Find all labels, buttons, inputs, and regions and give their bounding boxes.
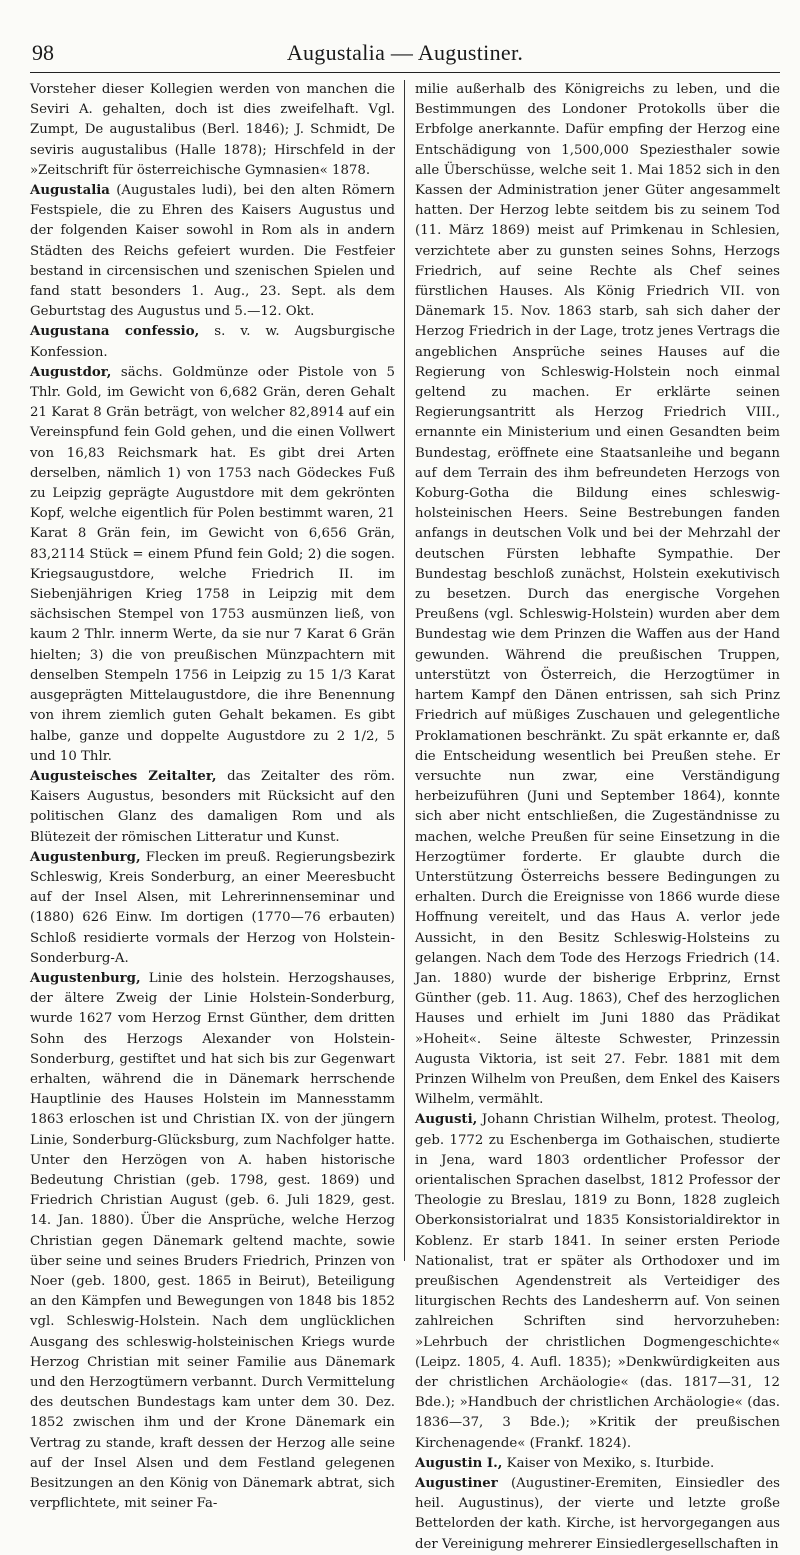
entry-body: Kaiser von Mexiko, s. Iturbide. — [502, 1455, 715, 1471]
dictionary-entry — [415, 1454, 780, 1474]
entry-headword: Augustenburg, — [30, 970, 141, 986]
dictionary-entry — [30, 969, 395, 1514]
dictionary-entry — [415, 80, 780, 1110]
dictionary-entry — [30, 767, 395, 848]
entry-body: milie außerhalb des Königreichs zu leben, und die Bestimmungen des Londoner Protokolls über die Erbfolge anerkannte. Dafür empfing der Herzog eine Entschädigung von 1,500,000 Speziesthaler sowie alle Überschüsse, welche seit 1. Mai 1852 sich in den Kassen der Administration jener Güter angesammelt hatten. Der Herzog lebte seitdem bis zu seinem Tod (11. März 1869) meist auf Primkenau in Schlesien, verzichtete aber zu gunsten seines Sohns, Herzogs Friedrich, auf seine Rechte als Chef seines fürstlichen Hauses. Als König Friedrich VII. von Dänemark 15. Nov. 1863 starb, sah sich daher der Herzog Friedrich in der Lage, trotz jenes Vertrags die angeblichen Ansprüche seines Hauses auf die Regierung von Schleswig-Holstein noch einmal geltend zu machen. Er erklärte seinen Regierungsantritt als Herzog Friedrich VIII., ernannte ein Ministerium und einen Gesandten beim Bundestag, eröffnete eine Staatsanleihe und begann auf dem Terrain des ihm befreundeten Herzogs von Koburg-Gotha die Bildung eines schleswig-holsteinischen Heers. Seine Bestrebungen fanden anfangs in deutschen Volk und bei der Mehrzahl der deutschen Fürsten lebhafte Sympathie. Der Bundestag beschloß zunächst, Holstein exekutivisch zu besetzen. Durch das energische Vorgehen Preußens (vgl. Schleswig-Holstein) wurden aber dem Bundestag wie dem Prinzen die Waffen aus der Hand gewunden. Während die preußischen Truppen, unterstützt von Österreich, die Herzogtümer in hartem Kampf den Dänen entrissen, sah sich Prinz Friedrich auf müßiges Zuschauen und gelegentliche Proklamationen beschränkt. Zu spät erkannte er, daß die Entscheidung wesentlich bei Preußen stehe. Er versuchte nun zwar, eine Verständigung herbeizuführen (Juni und September 1864), konnte sich aber nicht entschließen, die Zugeständnisse zu machen, welche Preußen für seine Einsetzung in die Herzogtümer forderte. Er glaubte durch die Unterstützung Österreichs bessere Bedingungen zu erhalten. Durch die Ereignisse von 1866 wurde diese Hoffnung vereitelt, und das Haus A. verlor jede Aussicht, in den Besitz Schleswig-Holsteins zu gelangen. Nach dem Tode des Herzogs Friedrich (14. Jan. 1880) wurde der bisherige Erbprinz, Ernst Günther (geb. 11. Aug. 1863), Chef des herzoglichen Hauses und erhielt im Juni 1880 das Prädikat »Hoheit«. Seine älteste Schwester, Prinzessin Augusta Viktoria, ist seit 27. Febr. 1881 mit dem Prinzen Wilhelm von Preußen, dem Enkel des Kaisers Wilhelm, vermählt. — [415, 82, 780, 1108]
entry-headword: Augustdor, — [30, 364, 112, 380]
entry-body: sächs. Goldmünze oder Pistole von 5 Thlr. Gold, im Gewicht von 6,682 Grän, deren Gehalt 21 Karat 8 Grän beträgt, von welcher 82,8914 auf ein Vereinspfund fein Gold gehen, und die einen Vollwert von 16,83 Reichsmark hat. Es gibt drei Arten derselben, nämlich 1) von 1753 nach Gödeckes Fuß zu Leipzig geprägte Augustdore mit dem gekrönten Kopf, welche eigentlich für Polen bestimmt waren, 21 Karat 8 Grän fein, im Gewicht von 6,656 Grän, 83,2114 Stück = einem Pfund fein Gold; 2) die sogen. Kriegsaugustdore, welche Friedrich II. im Siebenjährigen Krieg 1758 in Leipzig mit dem sächsischen Stempel von 1753 ausmünzen ließ, von kaum 2 Thlr. innerm Werte, da sie nur 7 Karat 6 Grän hielten; 3) die von preußischen Münzpachtern mit denselben Stempeln 1756 in Leipzig zu 15 1/3 Karat ausgeprägten Mittelaugustdore, die ihre Benennung von ihrem ziemlich guten Gehalt bekamen. Es gibt halbe, ganze und doppelte Augustdore zu 2 1/2, 5 und 10 Thlr. — [30, 364, 395, 764]
entry-headword: Augustin I., — [415, 1455, 503, 1471]
right-column — [405, 80, 780, 1552]
entry-body: Linie des holstein. Herzogshauses, der ältere Zweig der Linie Holstein-Sonderburg, wurde 1627 vom Herzog Ernst Günther, dem dritten Sohn des Herzogs Alexander von Holstein-Sonderburg, gestiftet und hat sich bis zur Gegenwart erhalten, während die in Dänemark herrschende Hauptlinie des Hauses Holstein im Mannesstamm 1863 erloschen ist und Christian IX. von der jüngern Linie, Sonderburg-Glücksburg, zum Nachfolger hatte. Unter den Herzögen von A. haben historische Bedeutung Christian (geb. 1798, gest. 1869) und Friedrich Christian August (geb. 6. Juli 1829, gest. 14. Jan. 1880). Über die Ansprüche, welche Herzog Christian gegen Dänemark geltend machte, sowie über seine und seines Bruders Friedrich, Prinzen von Noer (geb. 1800, gest. 1865 in Beirut), Beteiligung an den Kämpfen und Bewegungen von 1848 bis 1852 vgl. Schleswig-Holstein. Nach dem unglücklichen Ausgang des schleswig-holsteinischen Kriegs wurde Herzog Christian mit seiner Familie aus Dänemark und den Herzogtümern verbannt. Durch Vermittelung des deutschen Bundestags kam unter dem 30. Dez. 1852 zwischen ihm und der Krone Dänemark ein Vertrag zu stande, kraft dessen der Herzog alle seine auf der Insel Alsen und dem Festland gelegenen Besitzungen an den König von Dänemark abtrat, sich verpflichtete, mit seiner Fa- — [30, 970, 395, 1512]
entry-headword: Augusti, — [415, 1112, 478, 1128]
entry-body: Flecken im preuß. Regierungsbezirk Schleswig, Kreis Sonderburg, an einer Meeresbucht auf der Insel Alsen, mit Lehrerinnenseminar und (1880) 626 Einw. Im dortigen (1770—76 erbauten) Schloß residierte vormals der Herzog von Holstein-Sonderburg-A. — [30, 849, 395, 966]
entry-headword: Augustenburg, — [30, 849, 141, 865]
dictionary-entry — [30, 322, 395, 362]
entry-headword: Augustana confessio, — [30, 324, 200, 340]
dictionary-entry — [30, 848, 395, 969]
entry-body: s. v. w. Augsburgische Konfession. — [30, 324, 395, 360]
dictionary-entry — [415, 1110, 780, 1453]
entry-body: (Augustales ludi), bei den alten Römern Festspiele, die zu Ehren des Kaisers Augustus und der folgenden Kaiser sowohl in Rom als in andern Städten des Reichs gefeiert wurden. Die Festfeier bestand in circensischen und szenischen Spielen und fand statt besonders 1. Aug., 23. Sept. als dem Geburtstag des Augustus und 5.—12. Okt. — [30, 183, 395, 320]
entry-headword: Augusteisches Zeitalter, — [30, 768, 217, 784]
dictionary-entry — [415, 1474, 780, 1555]
entry-body: das Zeitalter des röm. Kaisers Augustus, besonders mit Rücksicht auf den politischen Glanz des damaligen Rom und als Blütezeit der römischen Litteratur und Kunst. — [30, 768, 395, 845]
entry-body: Johann Christian Wilhelm, protest. Theolog, geb. 1772 zu Eschenberga im Gothaischen, studierte in Jena, ward 1803 ordentlicher Professor der orientalischen Sprachen daselbst, 1812 Professor der Theologie zu Breslau, 1819 zu Bonn, 1828 zugleich Oberkonsistorialrat und 1835 Konsistorialdirektor in Koblenz. Er starb 1841. In seiner ersten Periode Nationalist, trat er später als Orthodoxer und im preußischen Agendenstreit als Verteidiger des liturgischen Rechts des Landesherrn auf. Von seinen zahlreichen Schriften sind hervorzuheben: »Lehrbuch der christlichen Dogmengeschichte« (Leipz. 1805, 4. Aufl. 1835); »Denkwürdigkeiten aus der christlichen Archäologie« (das. 1817—31, 12 Bde.); »Handbuch der christlichen Archäologie« (das. 1836—37, 3 Bde.); »Kritik der preußischen Kirchenagende« (Frankf. 1824). — [415, 1112, 780, 1451]
left-column — [30, 80, 404, 1512]
dictionary-entry — [30, 363, 395, 767]
running-title: Augustalia — Augustiner. — [286, 40, 524, 65]
entry-body: (Augustiner-Eremiten, Einsiedler des heil. Augustinus), der vierte und letzte große Bettelorden der kath. Kirche, ist hervorgegangen aus der Vereinigung mehrerer Einsiedlergesellschaften in — [415, 1476, 780, 1552]
dictionary-entry — [30, 181, 395, 322]
entry-headword: Augustalia — [30, 183, 110, 199]
entry-headword: Augustiner — [415, 1476, 498, 1492]
entry-body: Vorsteher dieser Kollegien werden von manchen die Seviri A. gehalten, doch ist dies zweifelhaft. Vgl. Zumpt, De augustalibus (Berl. 1846); J. Schmidt, De seviris augustalibus (Halle 1878); Hirschfeld in der »Zeitschrift für österreichische Gymnasien« 1878. — [30, 82, 395, 178]
page-number: 98 — [32, 40, 54, 65]
page-header — [30, 40, 780, 73]
dictionary-entry — [30, 80, 395, 181]
text-columns — [30, 80, 780, 1552]
